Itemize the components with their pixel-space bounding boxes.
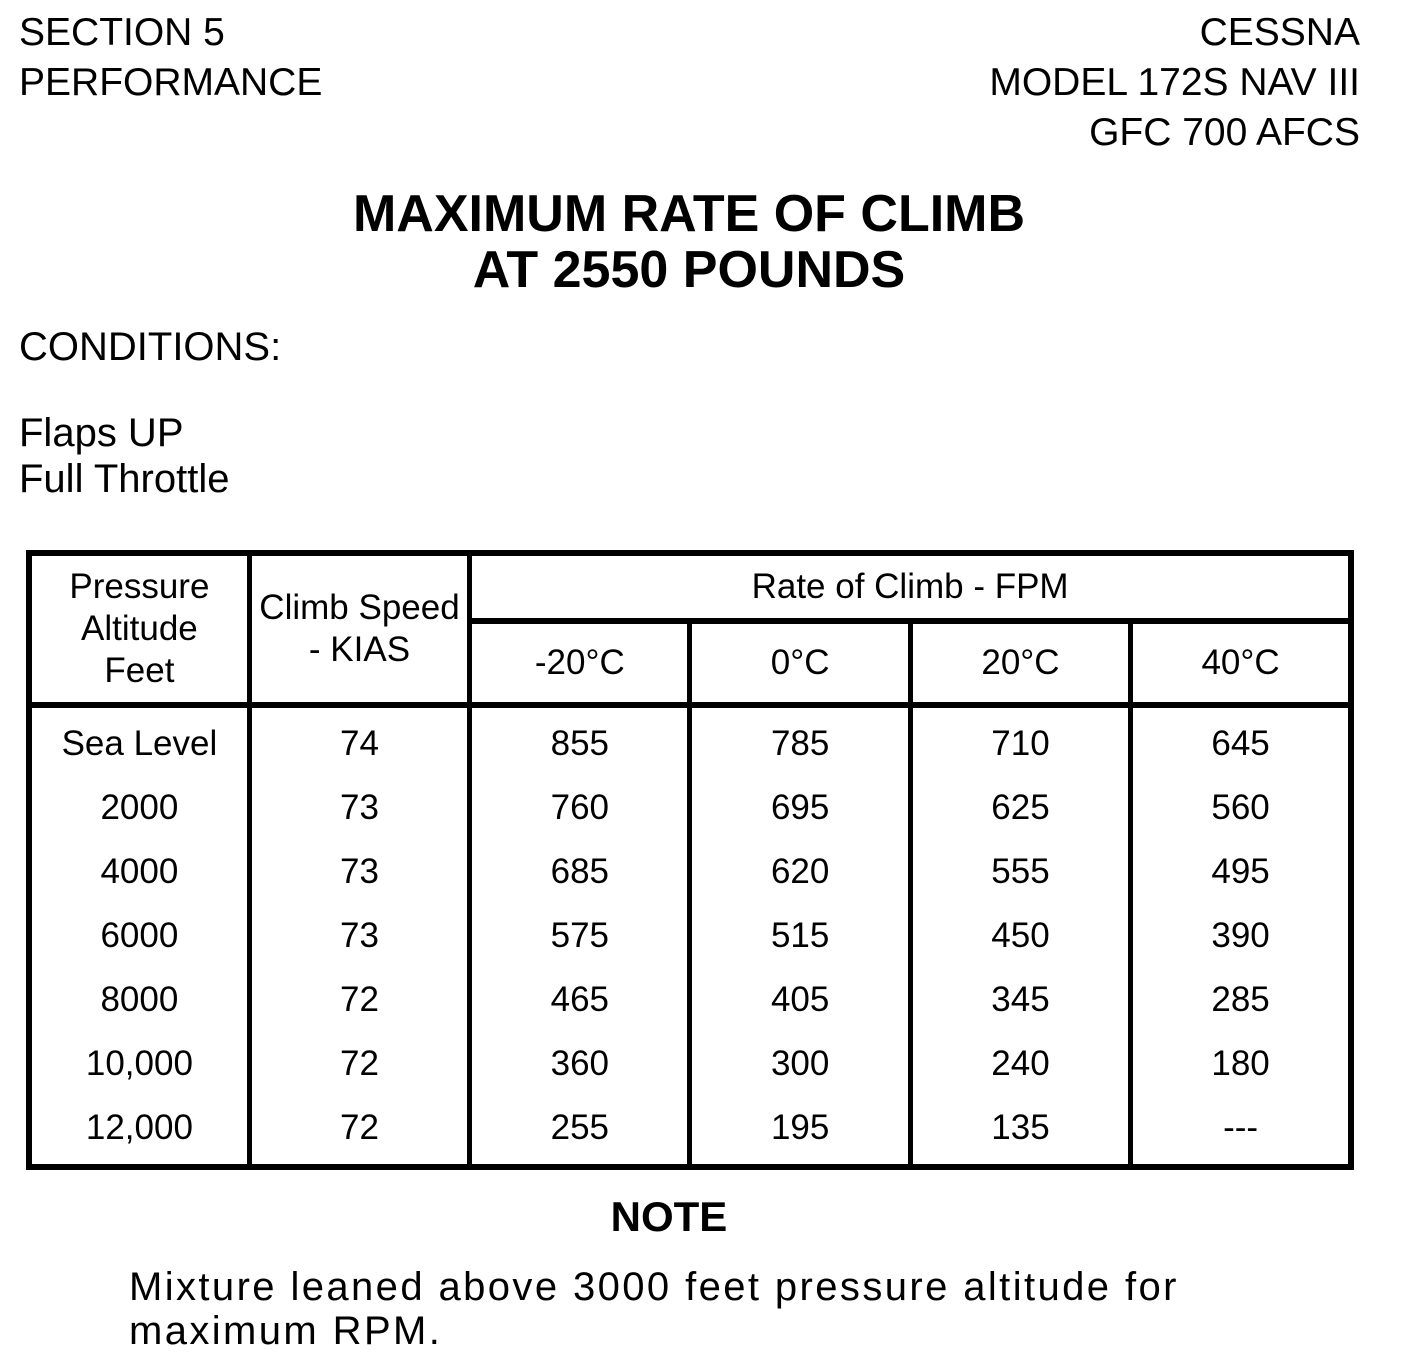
cell-roc: 240 bbox=[910, 1032, 1130, 1096]
section-name: PERFORMANCE bbox=[19, 61, 323, 104]
header-text: Feet bbox=[104, 651, 175, 690]
table-row bbox=[29, 840, 1351, 904]
cell-roc: 285 bbox=[1131, 968, 1351, 1032]
cell-speed: 72 bbox=[249, 1096, 469, 1167]
cell-roc: 495 bbox=[1131, 840, 1351, 904]
cell-roc: 625 bbox=[910, 776, 1130, 840]
cell-roc: 645 bbox=[1131, 705, 1351, 776]
cell-roc: 300 bbox=[690, 1032, 910, 1096]
cell-roc: 620 bbox=[690, 840, 910, 904]
title-line-1: MAXIMUM RATE OF CLIMB bbox=[352, 185, 1026, 243]
table-row bbox=[29, 1032, 1351, 1096]
cell-roc: 465 bbox=[470, 968, 690, 1032]
cell-roc: 450 bbox=[910, 904, 1130, 968]
header-temp: 20°C bbox=[910, 621, 1130, 705]
header-right bbox=[989, 8, 1360, 158]
aircraft-model: MODEL 172S NAV III bbox=[989, 61, 1360, 104]
cell-roc: 345 bbox=[910, 968, 1130, 1032]
cell-roc: 710 bbox=[910, 705, 1130, 776]
header-text: Altitude bbox=[81, 609, 198, 648]
manufacturer: CESSNA bbox=[1199, 11, 1360, 54]
conditions-label: CONDITIONS: bbox=[19, 325, 282, 369]
cell-altitude: 8000 bbox=[29, 968, 249, 1032]
cell-roc: 405 bbox=[690, 968, 910, 1032]
cell-altitude: Sea Level bbox=[29, 705, 249, 776]
cell-roc: 180 bbox=[1131, 1032, 1351, 1096]
cell-roc: 360 bbox=[470, 1032, 690, 1096]
cell-speed: 72 bbox=[249, 1032, 469, 1096]
header-temp: -20°C bbox=[470, 621, 690, 705]
cell-altitude: 4000 bbox=[29, 840, 249, 904]
cell-altitude: 10,000 bbox=[29, 1032, 249, 1096]
cell-roc: 555 bbox=[910, 840, 1130, 904]
cell-speed: 74 bbox=[249, 705, 469, 776]
header-text: Climb Speed bbox=[259, 588, 460, 627]
cell-roc: 685 bbox=[470, 840, 690, 904]
cell-speed: 72 bbox=[249, 968, 469, 1032]
condition-item: Flaps UP bbox=[19, 411, 184, 455]
cell-altitude: 6000 bbox=[29, 904, 249, 968]
header-climb-speed bbox=[249, 553, 469, 705]
cell-roc: 855 bbox=[470, 705, 690, 776]
note-body: Mixture leaned above 3000 feet pressure altitude for maximum RPM. bbox=[129, 1265, 1179, 1353]
cell-roc: 760 bbox=[470, 776, 690, 840]
title-line-2: AT 2550 POUNDS bbox=[472, 241, 906, 299]
section-label: SECTION 5 bbox=[19, 11, 225, 54]
header-text: Pressure bbox=[69, 567, 210, 606]
page-title bbox=[0, 186, 1378, 298]
table-row bbox=[29, 776, 1351, 840]
cell-altitude: 2000 bbox=[29, 776, 249, 840]
table-row bbox=[29, 968, 1351, 1032]
table-row bbox=[29, 705, 1351, 776]
cell-roc: 575 bbox=[470, 904, 690, 968]
cell-roc: 515 bbox=[690, 904, 910, 968]
header-temp: 40°C bbox=[1131, 621, 1351, 705]
cell-roc: 390 bbox=[1131, 904, 1351, 968]
cell-roc: 195 bbox=[690, 1096, 910, 1167]
condition-item: Full Throttle bbox=[19, 457, 230, 501]
cell-altitude: 12,000 bbox=[29, 1096, 249, 1167]
cell-roc: 695 bbox=[690, 776, 910, 840]
climb-performance-table bbox=[26, 550, 1354, 1170]
autopilot-system: GFC 700 AFCS bbox=[1089, 111, 1360, 154]
note-title: NOTE bbox=[610, 1193, 728, 1240]
header-temp: 0°C bbox=[690, 621, 910, 705]
cell-speed: 73 bbox=[249, 776, 469, 840]
cell-roc: --- bbox=[1131, 1096, 1351, 1167]
header-pressure-altitude bbox=[29, 553, 249, 705]
header-rate-of-climb: Rate of Climb - FPM bbox=[470, 553, 1351, 621]
table-row bbox=[29, 904, 1351, 968]
cell-roc: 785 bbox=[690, 705, 910, 776]
cell-roc: 255 bbox=[470, 1096, 690, 1167]
table-row bbox=[29, 1096, 1351, 1167]
cell-roc: 560 bbox=[1131, 776, 1351, 840]
cell-speed: 73 bbox=[249, 840, 469, 904]
header-left bbox=[19, 8, 322, 108]
cell-speed: 73 bbox=[249, 904, 469, 968]
conditions-list bbox=[19, 410, 229, 502]
header-text: - KIAS bbox=[308, 630, 411, 669]
cell-roc: 135 bbox=[910, 1096, 1130, 1167]
